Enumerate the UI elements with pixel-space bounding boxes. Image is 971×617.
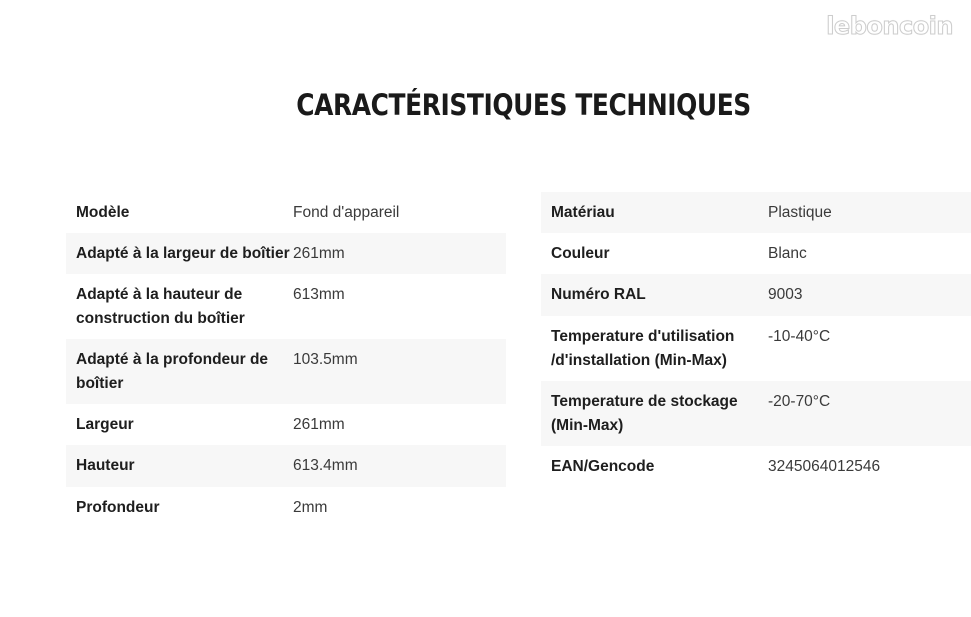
table-row [541, 233, 971, 274]
spec-value: 3245064012546 [768, 458, 881, 475]
spec-value: -10-40°C [768, 328, 831, 345]
table-row [541, 316, 971, 381]
table-row [66, 487, 506, 529]
spec-label: Couleur [551, 245, 610, 262]
spec-label: Hauteur [76, 457, 135, 474]
spec-label: Numéro RAL [551, 286, 646, 303]
spec-label: EAN/Gencode [551, 458, 655, 475]
spec-label: Temperature de stockage (Min-Max) [551, 393, 738, 434]
spec-value: -20-70°C [768, 393, 831, 410]
table-row [66, 192, 506, 233]
spec-label: Adapté à la hauteur de construction du boîtier [76, 286, 245, 327]
table-row [66, 445, 506, 487]
spec-value: 261mm [293, 245, 345, 262]
spec-label: Adapté à la largeur de boîtier [76, 245, 290, 262]
table-row [66, 339, 506, 404]
spec-value: Fond d'appareil [293, 204, 400, 221]
spec-label: Modèle [76, 204, 130, 221]
spec-value: 613mm [293, 286, 345, 303]
spec-value: 103.5mm [293, 351, 358, 368]
leboncoin-watermark: leboncoin [826, 12, 953, 40]
spec-value: 613.4mm [293, 457, 358, 474]
spec-label: Largeur [76, 416, 134, 433]
table-row [66, 233, 506, 274]
table-row [541, 192, 971, 233]
table-row [541, 446, 971, 487]
spec-label: Profondeur [76, 499, 160, 516]
spec-table-right [541, 192, 971, 487]
table-row [66, 404, 506, 445]
spec-label: Temperature d'utilisation /d'installation (Min-Max) [551, 328, 735, 369]
spec-table-left [66, 192, 506, 529]
spec-value: 261mm [293, 416, 345, 433]
spec-value: 9003 [768, 286, 803, 303]
spec-value: 2mm [293, 499, 328, 516]
spec-value: Plastique [768, 204, 832, 221]
spec-label: Adapté à la profondeur de boîtier [76, 351, 269, 392]
spec-label: Matériau [551, 204, 615, 221]
table-row [541, 274, 971, 316]
page-title: CARACTÉRISTIQUES TECHNIQUES [296, 88, 751, 122]
spec-value: Blanc [768, 245, 807, 262]
table-row [66, 274, 506, 339]
table-row [541, 381, 971, 446]
